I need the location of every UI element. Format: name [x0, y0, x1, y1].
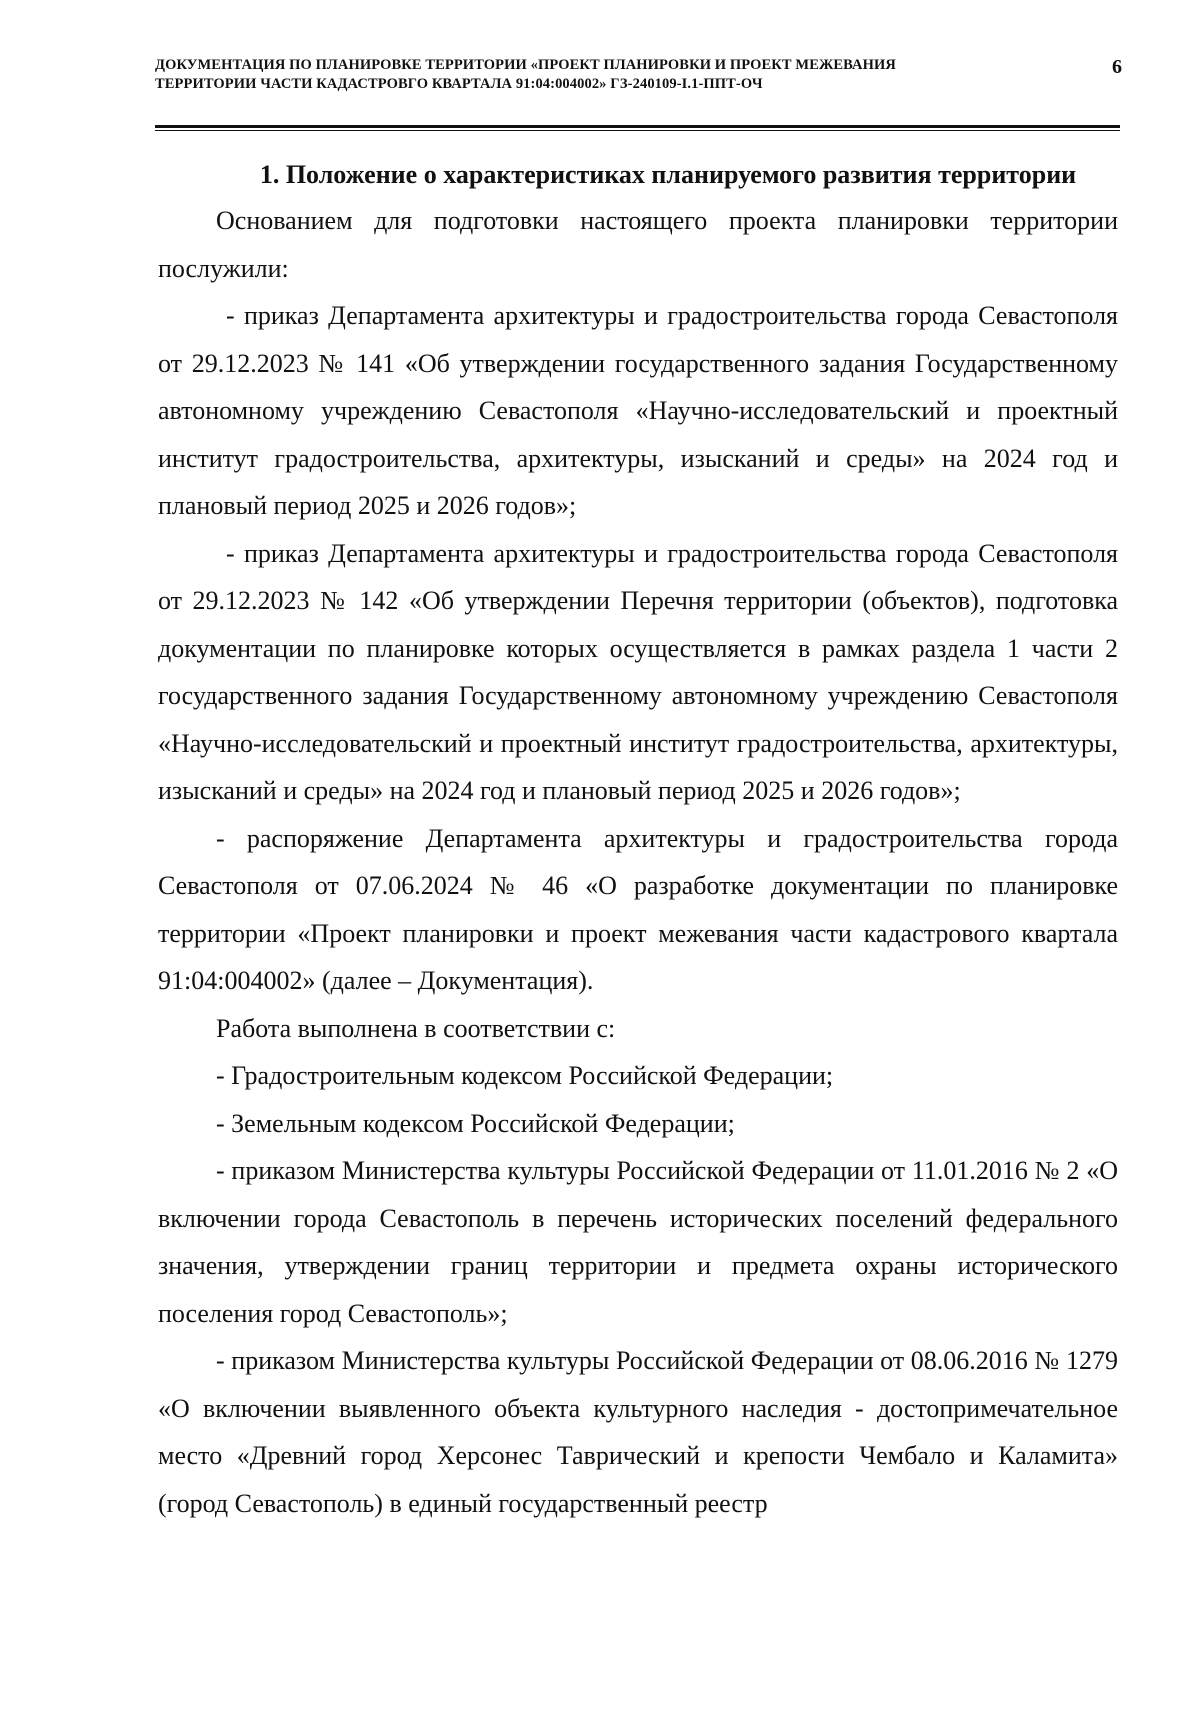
list-item-ministry-order-2: - приказом Министерства культуры Российской Федерации от 11.01.2016 № 2 «О включении города Севастополь в перечень исторических поселений федерального значения, утверждении границ территории и предмета охраны исторического поселения город Севастополь»; — [158, 1156, 1118, 1328]
paragraph-basis: Основанием для подготовки настоящего проекта планировки территории послужили: — [158, 206, 1118, 283]
document-body — [158, 153, 1118, 1527]
page-number: 6 — [1112, 56, 1122, 78]
document-header — [155, 56, 1055, 94]
header-line-1: ДОКУМЕНТАЦИЯ ПО ПЛАНИРОВКЕ ТЕРРИТОРИИ «ПРОЕКТ ПЛАНИРОВКИ И ПРОЕКТ МЕЖЕВАНИЯ — [155, 57, 896, 73]
header-divider — [155, 125, 1120, 131]
list-item-urban-code: - Градостроительным кодексом Российской Федерации; — [216, 1061, 834, 1090]
paragraph-order-142: - приказ Департамента архитектуры и градостроительства города Севастополя от 29.12.2023 № 142 «Об утверждении Перечня территории (объектов), подготовка документации по планировке которых осуществляется в рамках раздела 1 части 2 государственного задания Государственному автономному учреждению Севастополя «Научно-исследовательский и проектный институт градостроительства, архитектуры, изысканий и среды» на 2024 год и плановый период 2025 и 2026 годов»; — [158, 538, 1118, 805]
list-item-land-code: - Земельным кодексом Российской Федерации; — [216, 1108, 735, 1138]
section-title: 1. Положение о характеристиках планируемого развития территории — [259, 160, 1077, 189]
paragraph-compliance-intro: Работа выполнена в соответствии с: — [216, 1013, 616, 1043]
paragraph-order-46: - распоряжение Департамента архитектуры и градостроительства города Севастополя от 07.06.2024 № 46 «О разработке документации по планировке территории «Проект планировки и проект межевания части кадастрового квартала 91:04:004002» (далее – Документация). — [158, 823, 1118, 995]
header-line-2: ТЕРРИТОРИИ ЧАСТИ КАДАСТРОВГО КВАРТАЛА 91:04:004002» ГЗ-240109-I.1-ППТ-ОЧ — [155, 76, 763, 92]
paragraph-order-141: - приказ Департамента архитектуры и градостроительства города Севастополя от 29.12.2023 № 141 «Об утверждении государственного задания Государственному автономному учреждению Севастополя «Научно-исследовательский и проектный институт градостроительства, архитектуры, изысканий и среды» на 2024 год и плановый период 2025 и 2026 годов»; — [158, 301, 1118, 520]
list-item-ministry-order-1279: - приказом Министерства культуры Российской Федерации от 08.06.2016 № 1279 «О включении выявленного объекта культурного наследия - достопримечательное место «Древний город Херсонес Таврический и крепости Чембало и Каламита» (город Севастополь) в единый государственный реестр — [158, 1346, 1118, 1518]
